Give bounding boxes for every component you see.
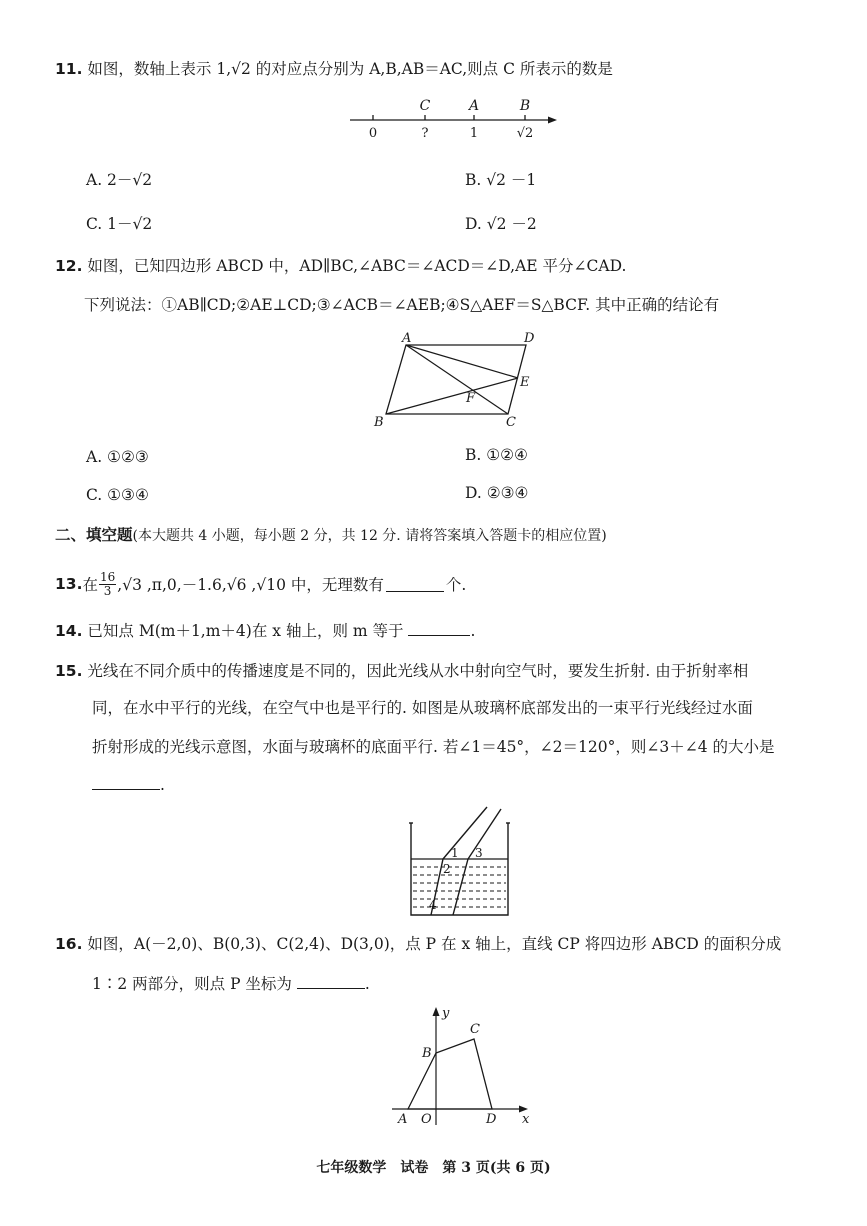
- nl-label-b: B: [519, 98, 531, 114]
- glass-outline: [411, 823, 508, 915]
- label-d: D: [486, 1112, 497, 1127]
- q16-line1: [55, 932, 781, 954]
- q14-number: 14.: [55, 622, 83, 640]
- q13-number: 13.: [55, 575, 83, 593]
- q13-pre: 在: [82, 576, 98, 594]
- q16-text-line2: 1∶2 两部分，则点 P 坐标为: [92, 975, 292, 993]
- q12-option-b[interactable]: B. ①②④: [465, 446, 528, 464]
- q16-line2: [92, 972, 370, 994]
- q16-text-line1: 如图，A(－2,0)、B(0,3)、C(2,4)、D(3,0)，点 P 在 x 轴上，直线 CP 将四边形 ABCD 的面积分成: [87, 935, 782, 953]
- diagonal-ac: [406, 345, 508, 414]
- pt-b: B: [374, 415, 384, 430]
- nl-tick-1: 1: [469, 126, 479, 141]
- q11-option-c[interactable]: C. 1－√2: [86, 215, 153, 233]
- label-y: y: [442, 1006, 450, 1021]
- label-x: x: [522, 1112, 530, 1127]
- pt-d: D: [524, 331, 535, 346]
- q15-text-line2: 同，在水中平行的光线，在空气中也是平行的. 如图是从玻璃杯底部发出的一束平行光线经过水面: [92, 699, 753, 717]
- section2-title: 二、填空题: [55, 525, 133, 544]
- q11-text: [55, 57, 613, 79]
- segment-be: [386, 378, 518, 414]
- q11-option-d[interactable]: D. √2 －2: [465, 215, 537, 233]
- q13-fraction-numerator: 16: [99, 569, 116, 584]
- nl-tick-unknown: ?: [421, 126, 429, 141]
- angle-1: 1: [451, 846, 459, 860]
- q12-stem: 如图，已知四边形 ABCD 中，AD∥BC,∠ABC＝∠ACD＝∠D,AE 平分∠CAD.: [87, 257, 627, 275]
- angle-4: 4: [429, 898, 437, 912]
- q13-fraction-denominator: 3: [103, 583, 112, 598]
- angle-2: 2: [443, 862, 451, 876]
- pt-a: A: [402, 331, 412, 346]
- q14-post: .: [470, 622, 476, 640]
- y-axis-arrow-icon: [433, 1007, 440, 1016]
- q12-option-a[interactable]: A. ①②③: [86, 448, 149, 466]
- q13-mid: ,√3 ,π,0,－1.6,√6 ,√10 中，无理数有: [117, 576, 384, 594]
- section2-note: (本大题共 4 小题，每小题 2 分，共 12 分. 请将答案填入答题卡的相应位置): [132, 528, 607, 544]
- q13-answer-blank[interactable]: [386, 576, 444, 592]
- q13-text: [55, 566, 466, 602]
- q16-answer-blank[interactable]: [297, 973, 365, 989]
- nl-tick-0: 0: [368, 126, 378, 141]
- q12-option-c[interactable]: C. ①③④: [86, 486, 149, 504]
- q11-option-a[interactable]: A. 2－√2: [86, 171, 153, 189]
- label-o: O: [421, 1112, 432, 1127]
- quadrilateral-abcd: [408, 1039, 492, 1109]
- q12-quadrilateral-figure: [368, 328, 548, 430]
- section2-header: [55, 523, 607, 545]
- q15-text-line3: 折射形成的光线示意图，水面与玻璃杯的底面平行. 若∠1＝45°，∠2＝120°，则∠3＋∠4 的大小是: [92, 738, 775, 756]
- q12-option-d[interactable]: D. ②③④: [465, 484, 529, 502]
- q16-coordinate-figure: [388, 1003, 538, 1131]
- q11-number-line-figure: [345, 95, 565, 145]
- page-footer: 七年级数学 试卷 第 3 页(共 6 页): [316, 1160, 551, 1176]
- q15-line1: [55, 659, 748, 681]
- q13-post: 个.: [445, 576, 467, 594]
- nl-tick-sqrt2: √2: [516, 126, 534, 141]
- q16-number: 16.: [55, 935, 83, 953]
- angle-3: 3: [475, 846, 483, 860]
- pt-e: E: [520, 375, 530, 390]
- label-c: C: [470, 1022, 480, 1037]
- q11-stem: 如图，数轴上表示 1,√2 的对应点分别为 A,B,AB＝AC,则点 C 所表示的数是: [87, 60, 613, 78]
- nl-label-c: C: [419, 98, 431, 114]
- label-a: A: [398, 1112, 408, 1127]
- q15-answer-row: [92, 774, 165, 794]
- q14-answer-blank[interactable]: [408, 620, 470, 636]
- q15-post: .: [160, 776, 165, 794]
- q14-stem: 已知点 M(m＋1,m＋4)在 x 轴上，则 m 等于: [87, 622, 404, 640]
- q15-answer-blank[interactable]: [92, 774, 160, 790]
- q14-text: [55, 619, 475, 641]
- q12-text: [55, 254, 626, 276]
- q11-option-b[interactable]: B. √2 －1: [465, 171, 537, 189]
- q12-number: 12.: [55, 257, 83, 275]
- q15-glass-figure: [405, 805, 517, 920]
- q12-statements: 下列说法：①AB∥CD;②AE⊥CD;③∠ACB＝∠AEB;④S△AEF＝S△BCF. 其中正确的结论有: [84, 296, 720, 314]
- number-line-arrow-icon: [548, 117, 557, 124]
- label-b: B: [422, 1046, 432, 1061]
- pt-c: C: [506, 415, 516, 430]
- q15-text-line1: 光线在不同介质中的传播速度是不同的，因此光线从水中射向空气时，要发生折射. 由于折射率相: [87, 662, 749, 680]
- q15-number: 15.: [55, 662, 83, 680]
- q13-fraction: [99, 571, 116, 598]
- q16-post: .: [364, 975, 370, 993]
- water-dashes: [413, 867, 506, 907]
- q11-number: 11.: [55, 60, 83, 78]
- pt-f: F: [466, 391, 476, 406]
- segment-ae: [406, 345, 518, 378]
- nl-label-a: A: [468, 98, 480, 114]
